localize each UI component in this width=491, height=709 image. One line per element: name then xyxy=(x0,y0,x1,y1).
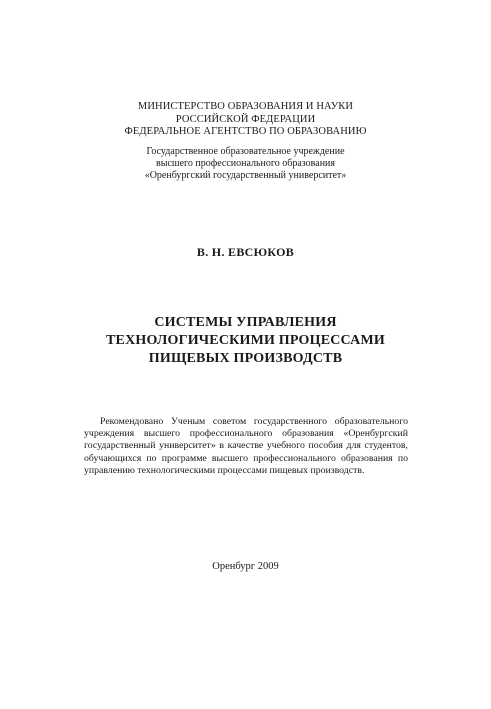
ministry-line-3: ФЕДЕРАЛЬНОЕ АГЕНТСТВО ПО ОБРАЗОВАНИЮ xyxy=(124,126,367,137)
city-year: Оренбург 2009 xyxy=(212,561,279,572)
title-line-2: ТЕХНОЛОГИЧЕСКИМИ ПРОЦЕССАМИ xyxy=(106,333,385,348)
institution-line-1: Государственное образовательное учреждение xyxy=(146,146,345,157)
institution-line-3: «Оренбургский государственный университет» xyxy=(144,170,347,181)
ministry-header xyxy=(0,101,491,139)
institution-line-2: высшего профессионального образования xyxy=(156,158,335,169)
title-line-1: СИСТЕМЫ УПРАВЛЕНИЯ xyxy=(154,315,337,330)
ministry-line-2: РОССИЙСКОЙ ФЕДЕРАЦИИ xyxy=(175,113,316,125)
institution-header xyxy=(0,146,491,182)
book-title xyxy=(0,314,491,368)
title-line-3: ПИЩЕВЫХ ПРОИЗВОДСТВ xyxy=(148,351,343,366)
author-name: В. Н. ЕВСЮКОВ xyxy=(196,245,295,259)
recommendation-paragraph: Рекомендовано Ученым советом государственного образовательного учреждения высшего профессионального образования «Оренбургский государственный университет» в качестве учебного пособия для студентов, обучающихся по программе высшего профессионального образования по управлению технологическими процессами пищевых производств. xyxy=(84,416,408,476)
ministry-line-1: МИНИСТЕРСТВО ОБРАЗОВАНИЯ И НАУКИ xyxy=(137,101,354,112)
